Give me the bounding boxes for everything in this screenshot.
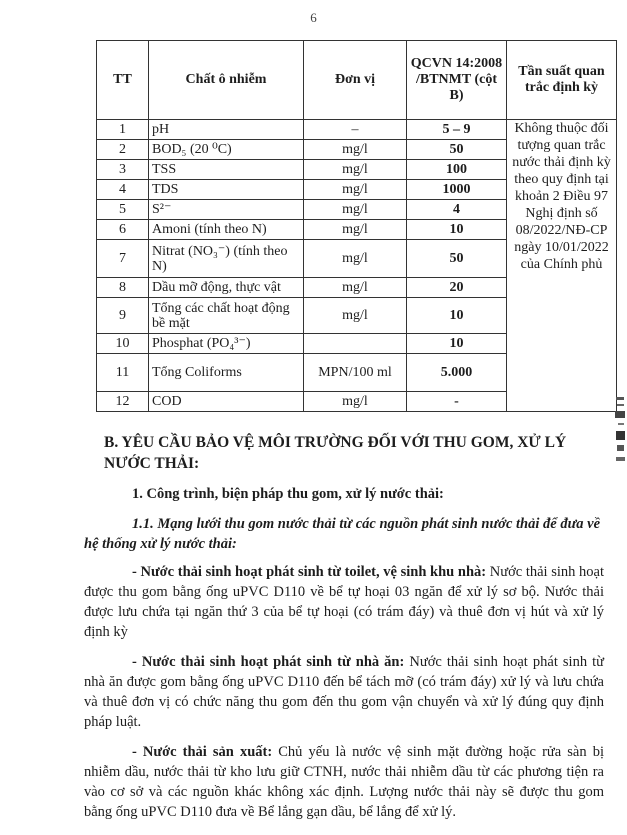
paragraph-lead: - Nước thải sản xuất: xyxy=(132,744,273,760)
row-limit: 10 xyxy=(407,334,507,354)
row-limit: 4 xyxy=(407,200,507,220)
row-unit: – xyxy=(304,120,407,140)
subsubsection-heading: 1.1. Mạng lưới thu gom nước thải từ các nguồn phát sinh nước thải để đưa về hệ thống xử lý nước thải: xyxy=(84,516,601,552)
row-pollutant: pH xyxy=(149,120,304,140)
row-limit: 5.000 xyxy=(407,354,507,392)
row-unit: mg/l xyxy=(304,240,407,278)
row-tt: 11 xyxy=(97,354,149,392)
row-limit: 50 xyxy=(407,240,507,278)
row-pollutant: Nitrat (NO₃⁻) (tính theo N) xyxy=(149,240,304,278)
header-tt: TT xyxy=(97,41,149,120)
row-pollutant: TDS xyxy=(149,180,304,200)
row-pollutant: TSS xyxy=(149,160,304,180)
row-pollutant: BOD₅ (20 ⁰C) xyxy=(149,140,304,160)
row-unit: mg/l xyxy=(304,220,407,240)
paragraph-text: Nước thải sinh hoạt được thu gom bằng ống uPVC D110 về bể tự hoại 03 ngăn để xử lý sơ bộ. Nước thải được lưu chứa tại ngăn thứ 3 của bể tự hoại (có trám đáy) và thuê đơn vị hút và xử lý định kỳ xyxy=(84,564,605,640)
row-limit: 20 xyxy=(407,278,507,298)
page-number: 6 xyxy=(310,10,317,25)
section-body xyxy=(84,432,604,832)
row-tt: 12 xyxy=(97,392,149,412)
row-unit: mg/l xyxy=(304,278,407,298)
row-unit: mg/l xyxy=(304,392,407,412)
paragraph-text: Nước thải sinh hoạt phát sinh từ nhà ăn được gom bằng ống uPVC D110 đến bể tách mỡ (có trám đáy) xử lý và lưu chứa và thuê đơn vị có chức năng thu gom đến thu gom vận chuyển và xử lý đúng quy định pháp luật. xyxy=(84,654,604,730)
row-limit: 10 xyxy=(407,298,507,334)
row-unit: mg/l xyxy=(304,298,407,334)
paragraph-production-wastewater xyxy=(84,742,604,822)
paragraph-canteen-wastewater xyxy=(84,652,604,732)
row-pollutant: COD xyxy=(149,392,304,412)
row-tt: 5 xyxy=(97,200,149,220)
row-limit: 1000 xyxy=(407,180,507,200)
row-tt: 2 xyxy=(97,140,149,160)
margin-stamp-mark xyxy=(613,395,627,475)
row-unit: MPN/100 ml xyxy=(304,354,407,392)
pollutant-table xyxy=(96,40,617,412)
paragraph-lead: - Nước thải sinh hoạt phát sinh từ toilet, vệ sinh khu nhà: xyxy=(132,564,487,580)
row-unit: mg/l xyxy=(304,180,407,200)
row-tt: 10 xyxy=(97,334,149,354)
row-pollutant: Tổng các chất hoạt động bề mặt xyxy=(149,298,304,334)
row-tt: 1 xyxy=(97,120,149,140)
row-limit: 100 xyxy=(407,160,507,180)
table-row xyxy=(97,120,617,140)
header-unit: Đơn vị xyxy=(304,41,407,120)
row-unit xyxy=(304,334,407,354)
row-pollutant: Dầu mỡ động, thực vật xyxy=(149,278,304,298)
row-unit: mg/l xyxy=(304,160,407,180)
subsection-heading: 1. Công trình, biện pháp thu gom, xử lý nước thải: xyxy=(132,486,444,502)
row-limit: - xyxy=(407,392,507,412)
row-tt: 9 xyxy=(97,298,149,334)
row-tt: 6 xyxy=(97,220,149,240)
row-unit: mg/l xyxy=(304,200,407,220)
row-unit: mg/l xyxy=(304,140,407,160)
row-pollutant: Tổng Coliforms xyxy=(149,354,304,392)
row-limit: 50 xyxy=(407,140,507,160)
row-pollutant: S²⁻ xyxy=(149,200,304,220)
header-limit: QCVN 14:2008 /BTNMT (cột B) xyxy=(407,41,507,120)
paragraph-toilet-wastewater xyxy=(84,562,604,642)
header-frequency: Tần suất quan trắc định kỳ xyxy=(507,41,617,120)
frequency-note: Không thuộc đối tượng quan trắc nước thải định kỳ theo quy định tại khoản 2 Điều 97 Nghị định số 08/2022/NĐ-CP ngày 10/01/2022 của Chính phủ xyxy=(507,120,617,412)
row-tt: 3 xyxy=(97,160,149,180)
row-tt: 7 xyxy=(97,240,149,278)
row-pollutant: Amoni (tính theo N) xyxy=(149,220,304,240)
row-tt: 8 xyxy=(97,278,149,298)
paragraph-text: Chủ yếu là nước vệ sinh mặt đường hoặc rửa sàn bị nhiễm dầu, nước thải từ kho lưu giữ CTNH, nước thải nhiễm dầu từ các phương tiện ra vào cơ sở và các nguồn khác không xác định. Lượng nước thải này sẽ được thu gom bằng ống uPVC D110 đưa về Bể lắng gạn dầu, bể lắng để xử lý. xyxy=(84,744,604,820)
row-pollutant: Phosphat (PO₄³⁻) xyxy=(149,334,304,354)
paragraph-lead: - Nước thải sinh hoạt phát sinh từ nhà ăn: xyxy=(132,654,405,670)
row-limit: 5 – 9 xyxy=(407,120,507,140)
header-pollutant: Chất ô nhiễm xyxy=(149,41,304,120)
row-tt: 4 xyxy=(97,180,149,200)
row-limit: 10 xyxy=(407,220,507,240)
section-title: B. YÊU CẦU BẢO VỆ MÔI TRƯỜNG ĐỐI VỚI THU GOM, XỬ LÝ NƯỚC THẢI: xyxy=(104,434,567,472)
